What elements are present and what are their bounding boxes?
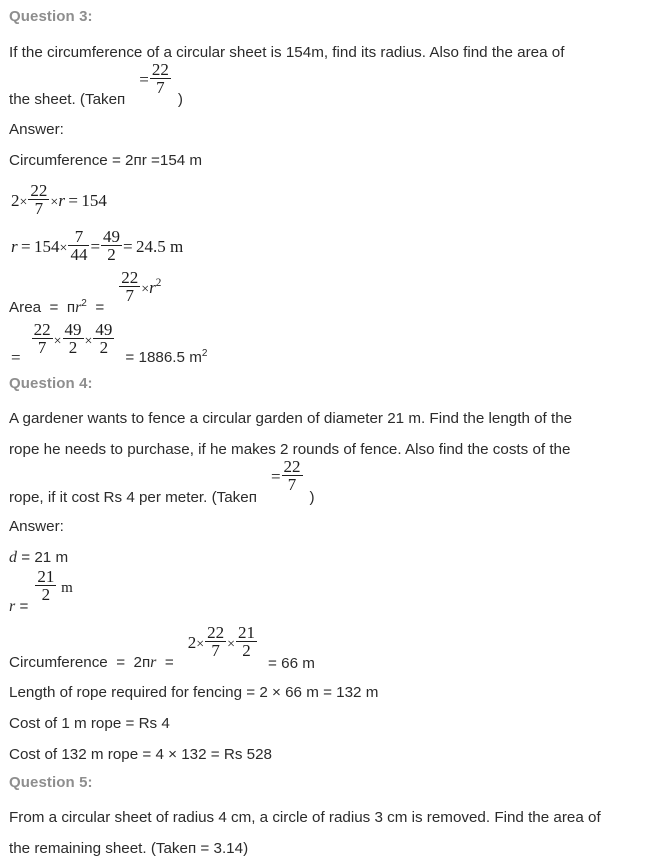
equals-sign: = — [270, 466, 281, 486]
question-4-cost-per-meter: Cost of 1 m rope = Rs 4 — [9, 715, 170, 732]
equals-sign: = — [156, 654, 174, 671]
question-4-pi-value — [271, 458, 304, 494]
question-4-total-cost: Cost of 132 m rope = 4 × 132 = Rs 528 — [9, 746, 272, 763]
question-3-step-2 — [11, 182, 107, 218]
fraction-numerator: 49 — [95, 319, 113, 339]
circumference-label-text: Circumference = 2п — [9, 654, 151, 671]
equals-sign: = — [139, 69, 149, 89]
fraction-49-2 — [93, 321, 114, 357]
question-4-circumference-expression — [188, 624, 258, 660]
multiply-sign: × — [59, 240, 68, 256]
question-4-heading: Question 4: — [9, 374, 93, 392]
question-3-step-1: Circumference = 2пr =154 m — [9, 151, 203, 169]
area-label — [9, 297, 105, 316]
question-4-radius — [9, 567, 652, 615]
question-4-answer-label: Answer: — [9, 518, 64, 535]
exponent: 2 — [201, 348, 208, 360]
fraction-21-2 — [35, 568, 56, 604]
question-5-heading: Question 5: — [9, 774, 93, 791]
equals-sign: = — [268, 654, 277, 672]
equals-sign: = — [21, 549, 31, 566]
multiply-sign: × — [227, 636, 236, 652]
fraction-numerator: 22 — [283, 457, 301, 476]
question-4-prompt-line-3 — [9, 457, 652, 506]
fraction-numerator: 21 — [238, 623, 256, 642]
fraction-denominator: 2 — [101, 245, 122, 264]
question-3-area-expression — [118, 269, 161, 305]
equals-sign: = — [86, 298, 105, 316]
result-value: 66 m — [281, 654, 315, 672]
step3-value: 154 — [34, 236, 60, 256]
variable-r: r — [149, 277, 156, 297]
unit-label: m — [61, 579, 73, 596]
fraction-22-7 — [119, 269, 140, 305]
question-4-circumference — [9, 623, 652, 672]
circumference-label — [9, 655, 174, 671]
fraction-numerator: 7 — [74, 226, 84, 246]
fraction-numerator: 21 — [37, 567, 55, 586]
question-3-step-3 — [11, 228, 183, 264]
equals-sign: = — [11, 347, 21, 367]
multiply-sign: × — [19, 194, 28, 210]
multiply-sign: × — [50, 194, 59, 210]
fraction-numerator: 22 — [207, 623, 225, 642]
step3-result: 24.5 m — [136, 236, 184, 256]
question-3-area-product — [31, 321, 116, 357]
fraction-21-2 — [236, 624, 257, 660]
area-label-text: Area = п — [9, 298, 76, 316]
question-3-prompt-taken: the sheet. (Takeп — [9, 91, 126, 109]
variable-d: d — [9, 549, 17, 566]
exponent: 2 — [155, 276, 162, 289]
fraction-denominator: 2 — [63, 338, 84, 357]
question-4-prompt-taken: rope, if it cost Rs 4 per meter. (Takeп — [9, 488, 257, 506]
fraction-denominator: 7 — [150, 78, 171, 97]
expression-lead: 2 — [187, 632, 197, 652]
fraction-denominator: 44 — [70, 244, 88, 264]
equals-sign: = — [21, 236, 31, 256]
fraction-numerator: 49 — [103, 226, 121, 246]
fraction-22-7 — [282, 458, 303, 494]
question-5-prompt-line-1: From a circular sheet of radius 4 cm, a circle of radius 3 cm is removed. Find the area of — [9, 808, 601, 826]
fraction-numerator: 22 — [121, 267, 139, 287]
fraction-22-7 — [32, 321, 53, 357]
fraction-22-7 — [150, 61, 171, 97]
question-4-diameter — [9, 542, 652, 573]
diameter-value: 21 m — [34, 549, 69, 566]
fraction-numerator: 49 — [64, 319, 82, 339]
multiply-sign: × — [53, 333, 62, 349]
question-4-prompt-line-2: rope he needs to purchase, if he makes 2 rounds of fence. Also find the costs of the — [9, 441, 571, 458]
question-3-area-result — [125, 350, 207, 365]
question-4-prompt-close-paren: ) — [309, 488, 315, 506]
variable-r: r — [58, 190, 65, 210]
question-3-prompt-line-2 — [9, 59, 652, 109]
variable-r: r — [9, 598, 16, 615]
fraction-numerator: 22 — [33, 319, 51, 339]
equals-sign: = — [90, 236, 101, 256]
multiply-sign: × — [141, 281, 150, 297]
fraction-denominator: 7 — [32, 338, 53, 357]
radius-label — [9, 599, 28, 615]
fraction-22-7 — [205, 624, 226, 660]
fraction-numerator: 22 — [30, 180, 48, 200]
fraction-denominator: 7 — [205, 641, 226, 660]
step2-result: 154 — [81, 190, 107, 210]
variable-r: r — [150, 654, 157, 671]
question-3-step-4 — [9, 267, 652, 316]
fraction-denominator: 7 — [119, 286, 140, 305]
fraction-49-2 — [63, 321, 84, 357]
fraction-denominator: 2 — [236, 641, 257, 660]
multiply-sign: × — [84, 333, 93, 349]
multiply-sign: × — [196, 636, 205, 652]
step2-lead: 2 — [11, 190, 20, 210]
fraction-denominator: 7 — [28, 199, 49, 218]
question-3-prompt-line-1: If the circumference of a circular sheet is 154m, find its radius. Also find the area of — [9, 43, 565, 61]
variable-r: r — [11, 236, 18, 256]
fraction-denominator: 7 — [282, 475, 303, 494]
exponent: 2 — [81, 297, 87, 309]
question-3-pi-value — [139, 61, 172, 97]
equals-sign: = — [125, 349, 135, 367]
equals-sign: = — [123, 236, 133, 256]
question-4-rope-length: Length of rope required for fencing = 2 × 66 m = 132 m — [9, 684, 379, 701]
question-5-prompt-line-2: the remaining sheet. (Takeп = 3.14) — [9, 839, 249, 857]
question-3-heading: Question 3: — [9, 8, 93, 25]
question-4-prompt-line-1: A gardener wants to fence a circular garden of diameter 21 m. Find the length of the — [9, 410, 573, 427]
fraction-denominator: 2 — [35, 585, 56, 604]
variable-r: r — [75, 298, 82, 316]
question-3-step-5 — [9, 319, 652, 367]
question-4-circumference-result — [268, 656, 315, 671]
fraction-49-2 — [101, 228, 122, 264]
equals-sign: = — [19, 598, 29, 615]
question-3-prompt-close-paren: ) — [177, 91, 183, 109]
question-3-answer-label: Answer: — [9, 120, 64, 138]
fraction-22-7 — [28, 182, 49, 218]
fraction-denominator: 2 — [93, 338, 114, 357]
fraction-7-44 — [68, 228, 89, 264]
equals-sign: = — [68, 190, 78, 210]
fraction-numerator: 22 — [151, 59, 169, 79]
result-value: 1886.5 m — [138, 349, 202, 367]
question-4-radius-value — [34, 568, 72, 604]
